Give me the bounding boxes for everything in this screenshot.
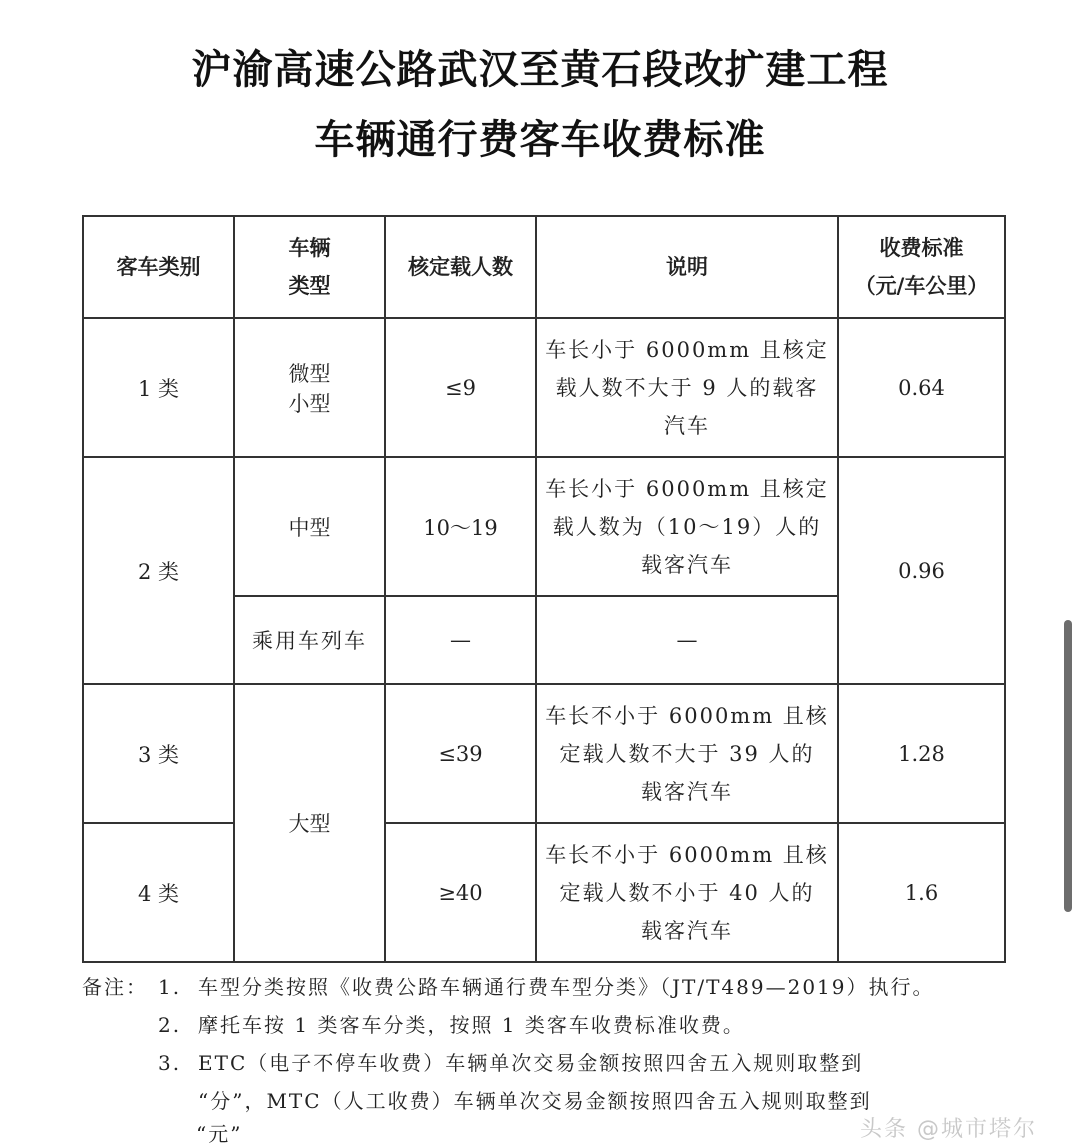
row3-desc-line: 载客汽车 bbox=[641, 779, 733, 804]
header-rate-line1: 收费标准 bbox=[879, 236, 964, 260]
row2-type: 中型 bbox=[234, 457, 385, 596]
row3-description bbox=[536, 684, 838, 823]
row4-desc-line: 定载人数不小于 40 人的 bbox=[559, 880, 815, 905]
row2-sub-type: 乘用车列车 bbox=[234, 596, 385, 684]
row3-category: 3 类 bbox=[83, 684, 234, 823]
table-row bbox=[83, 684, 1005, 823]
fee-table bbox=[82, 215, 1006, 963]
row1-desc-line: 载人数不大于 9 人的载客 bbox=[555, 375, 819, 400]
notes-section bbox=[82, 968, 1012, 1120]
row1-rate: 0.64 bbox=[838, 318, 1005, 457]
row1-desc-line: 汽车 bbox=[664, 413, 710, 438]
note-item bbox=[82, 968, 1012, 1006]
header-description: 说明 bbox=[536, 216, 838, 318]
note-number: 3. bbox=[158, 1051, 182, 1075]
row2-desc-line: 载人数为（10～19）人的 bbox=[552, 514, 822, 539]
header-rate-line2: （元/车公里） bbox=[854, 274, 989, 298]
row4-category: 4 类 bbox=[83, 823, 234, 962]
row2-sub-capacity: — bbox=[385, 596, 536, 684]
watermark-text: 头条 @城市塔尔 bbox=[860, 1117, 1037, 1142]
document-title: 沪渝高速公路武汉至黄石段改扩建工程 bbox=[191, 47, 889, 93]
note-number: 2. bbox=[158, 1013, 182, 1037]
header-vehicle-type-line1: 车辆 bbox=[288, 236, 331, 260]
row2-category: 2 类 bbox=[83, 457, 234, 684]
row2-description bbox=[536, 457, 838, 596]
row3-rate: 1.28 bbox=[838, 684, 1005, 823]
row3-capacity: ≤39 bbox=[385, 684, 536, 823]
table-row bbox=[83, 318, 1005, 457]
note-item bbox=[82, 1044, 1012, 1082]
row1-category: 1 类 bbox=[83, 318, 234, 457]
note-continuation-cut: “元” bbox=[196, 1122, 243, 1146]
row3-desc-line: 车长不小于 6000mm 且核 bbox=[545, 703, 829, 728]
row1-type-line1: 微型 bbox=[288, 361, 331, 386]
table-row bbox=[83, 823, 1005, 962]
row2-capacity: 10～19 bbox=[385, 457, 536, 596]
row4-desc-line: 车长不小于 6000mm 且核 bbox=[545, 842, 829, 867]
table-header-row bbox=[83, 216, 1005, 318]
header-rate bbox=[838, 216, 1005, 318]
row2-rate: 0.96 bbox=[838, 457, 1005, 684]
scrollbar[interactable] bbox=[1064, 620, 1072, 912]
notes-label: 备注： bbox=[82, 975, 148, 999]
row2-desc-line: 车长小于 6000mm 且核定 bbox=[545, 476, 829, 501]
row1-type-line2: 小型 bbox=[288, 391, 331, 416]
document-subtitle: 车辆通行费客车收费标准 bbox=[314, 117, 766, 163]
row1-description bbox=[536, 318, 838, 457]
row4-rate: 1.6 bbox=[838, 823, 1005, 962]
header-vehicle-type bbox=[234, 216, 385, 318]
row3-type: 大型 bbox=[234, 684, 385, 962]
header-capacity: 核定载人数 bbox=[385, 216, 536, 318]
note-text: 车型分类按照《收费公路车辆通行费车型分类》（JT/T489—2019）执行。 bbox=[198, 975, 935, 999]
note-item bbox=[82, 1006, 1012, 1044]
header-vehicle-type-line2: 类型 bbox=[288, 274, 331, 298]
header-category: 客车类别 bbox=[83, 216, 234, 318]
note-continuation: “分”，MTC（人工收费）车辆单次交易金额按照四舍五入规则取整到 bbox=[198, 1089, 872, 1113]
note-text: 摩托车按 1 类客车分类，按照 1 类客车收费标准收费。 bbox=[198, 1013, 745, 1037]
row1-desc-line: 车长小于 6000mm 且核定 bbox=[545, 337, 829, 362]
row2-desc-line: 载客汽车 bbox=[641, 552, 733, 577]
note-text: ETC（电子不停车收费）车辆单次交易金额按照四舍五入规则取整到 bbox=[198, 1051, 864, 1075]
row4-capacity: ≥40 bbox=[385, 823, 536, 962]
row2-sub-description: — bbox=[536, 596, 838, 684]
row1-capacity: ≤9 bbox=[385, 318, 536, 457]
row4-description bbox=[536, 823, 838, 962]
row3-desc-line: 定载人数不大于 39 人的 bbox=[559, 741, 815, 766]
row4-desc-line: 载客汽车 bbox=[641, 918, 733, 943]
note-number: 1. bbox=[158, 975, 182, 999]
row1-type bbox=[234, 318, 385, 457]
table-row bbox=[83, 457, 1005, 596]
